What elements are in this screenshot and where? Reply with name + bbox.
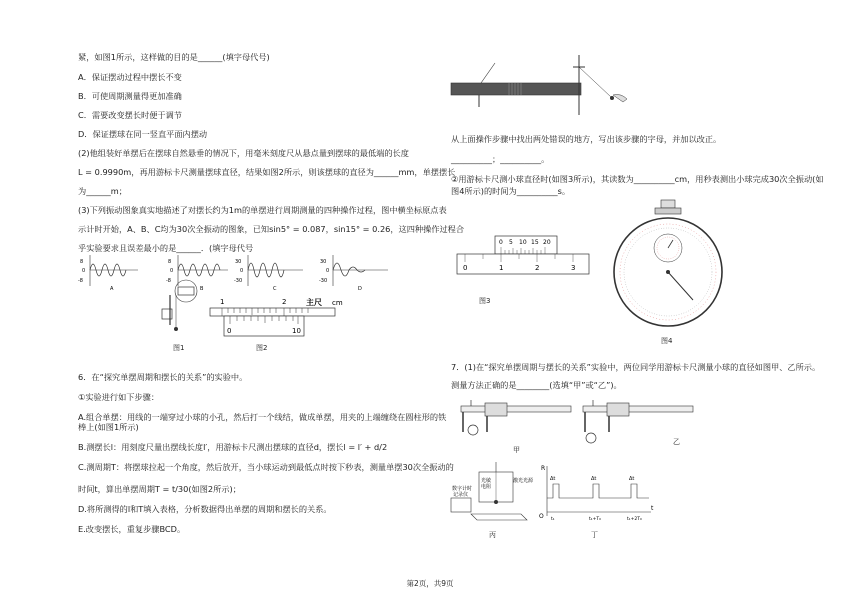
q5-option-d: D．保证摆球在同一竖直平面内摆动 bbox=[78, 129, 208, 139]
svg-text:t₁+T₀: t₁+T₀ bbox=[589, 517, 601, 522]
svg-text:1: 1 bbox=[220, 298, 225, 306]
figure-1-pendulum bbox=[156, 283, 206, 338]
svg-text:20: 20 bbox=[543, 239, 551, 246]
apparatus-bing bbox=[451, 460, 534, 528]
q5-line1: 紧，如图1所示，这样做的目的是______(填字母代号) bbox=[78, 52, 270, 62]
svg-text:t₁+2T₀: t₁+2T₀ bbox=[627, 517, 642, 522]
figure-2-caption: 图2 bbox=[256, 344, 268, 352]
svg-text:记录仪: 记录仪 bbox=[453, 492, 469, 498]
q6-step-a-line2: 棒上(如图1所示) bbox=[78, 422, 139, 432]
q6-cont-line3: ②用游标卡尺测小球直径时(如图3所示)，其读数为__________cm，用秒表测出小球完成30次全振动(如 bbox=[451, 174, 824, 184]
q7-line1: 7．(1)在“探究单摆周期与摆长的关系”实验中，两位同学用游标卡尺测量小球的直径如图甲、乙所示。 bbox=[451, 362, 821, 372]
q5-option-c: C．需要改变摆长时便于调节 bbox=[78, 110, 182, 120]
q6-cont-line2: __________；__________。 bbox=[451, 154, 550, 164]
figure-3-caption: 图3 bbox=[479, 297, 491, 305]
svg-text:0: 0 bbox=[463, 264, 468, 272]
svg-text:激光光源: 激光光源 bbox=[513, 478, 534, 484]
svg-text:cm: cm bbox=[332, 299, 343, 307]
q5-part2-line2: L = 0.9990m，再用游标卡尺测量摆球直径，结果如图2所示，则该摆球的直径为______mm，单摆摆长 bbox=[78, 167, 456, 177]
q5-part3-line1: (3)下列振动图象真实地描述了对摆长约为1m的单摆进行周期测量的四种操作过程，图中横坐标原点表 bbox=[78, 205, 447, 215]
svg-text:t₁: t₁ bbox=[551, 517, 555, 522]
q6-cont-line4: 图4所示)的时间为__________s。 bbox=[451, 186, 571, 196]
svg-text:C: C bbox=[273, 286, 277, 292]
svg-text:D: D bbox=[358, 286, 362, 292]
caliper-jia bbox=[461, 400, 571, 435]
figure-4-stopwatch bbox=[611, 200, 723, 330]
svg-text:2: 2 bbox=[535, 264, 540, 272]
svg-text:8: 8 bbox=[80, 259, 84, 265]
svg-text:Δt: Δt bbox=[629, 476, 635, 482]
q5-part2-line3: 为______m； bbox=[78, 186, 127, 196]
svg-text:10: 10 bbox=[292, 327, 301, 335]
svg-text:0: 0 bbox=[82, 268, 86, 274]
q6-step-intro: ①实验进行如下步骤： bbox=[78, 392, 160, 402]
figure-3-vernier bbox=[457, 236, 597, 286]
caption-jia: 甲 bbox=[513, 446, 520, 454]
q6-step-c-line1: C.测周期T：将摆球拉起一个角度，然后放开，当小球运动到最低点时按下秒表，测量单摆30次全振动的 bbox=[78, 462, 454, 472]
svg-text:0: 0 bbox=[499, 239, 503, 246]
svg-text:-30: -30 bbox=[319, 278, 328, 284]
q6-step-a-line1: A.组合单摆：用线的一端穿过小球的小孔，然后打一个线结，做成单摆，用夹的上端缠绕在圆柱形的铁 bbox=[78, 412, 447, 422]
svg-text:-8: -8 bbox=[166, 278, 171, 284]
svg-text:主尺: 主尺 bbox=[306, 298, 322, 307]
svg-text:0: 0 bbox=[227, 327, 232, 335]
graph-ding bbox=[539, 462, 657, 524]
caption-yi: 乙 bbox=[673, 438, 680, 446]
svg-text:Δt: Δt bbox=[591, 476, 597, 482]
pendulum-clamp-figure bbox=[451, 55, 651, 115]
q6-step-b: B.测摆长l：用刻度尺量出摆线长度l′，用游标卡尺测出摆球的直径d，摆长l = l′ + d/2 bbox=[78, 442, 388, 452]
svg-text:-30: -30 bbox=[234, 278, 243, 284]
q5-part2-line1: (2)他组装好单摆后在摆球自然悬垂的情况下，用毫米刻度尺从悬点量到摆球的最低端的长度 bbox=[78, 148, 409, 158]
svg-text:15: 15 bbox=[531, 239, 539, 246]
q5-part3-line3: 乎实验要求且误差最小的是______．(填字母代号 bbox=[78, 243, 254, 253]
svg-text:O: O bbox=[539, 513, 544, 520]
q6-step-c-line2: 时间t，算出单摆周期T = t/30(如图2所示)； bbox=[78, 484, 241, 494]
svg-text:数字计时: 数字计时 bbox=[452, 486, 473, 492]
svg-text:30: 30 bbox=[320, 259, 327, 265]
page-footer: 第2页，共9页 bbox=[406, 579, 454, 588]
svg-text:0: 0 bbox=[326, 268, 330, 274]
figure-4-caption: 图4 bbox=[661, 337, 673, 345]
q7-line2: 测量方法正确的是________(选填“甲”或“乙”)。 bbox=[451, 380, 622, 390]
figure-2-vernier bbox=[210, 296, 370, 338]
svg-text:2: 2 bbox=[282, 298, 287, 306]
svg-text:8: 8 bbox=[168, 259, 172, 265]
svg-text:-8: -8 bbox=[78, 278, 83, 284]
svg-text:A: A bbox=[110, 286, 114, 292]
q6-step-d: D.将所测得的l和T填入表格，分析数据得出单摆的周期和摆长的关系。 bbox=[78, 504, 332, 514]
svg-text:3: 3 bbox=[571, 264, 576, 272]
caption-ding: 丁 bbox=[591, 531, 598, 539]
svg-text:B: B bbox=[200, 286, 204, 292]
graph-a bbox=[78, 255, 138, 292]
q5-option-a: A．保证摆动过程中摆长不变 bbox=[78, 72, 182, 82]
svg-text:1: 1 bbox=[499, 264, 504, 272]
svg-text:电阻: 电阻 bbox=[481, 484, 492, 490]
svg-text:R: R bbox=[541, 465, 546, 472]
q5-option-b: B．可使周期测量得更加准确 bbox=[78, 91, 182, 101]
q5-part3-line2: 示计时开始，A、B、C均为30次全振动的图象，已知sin5° = 0.087，sin15° = 0.26，这四种操作过程合 bbox=[78, 224, 465, 234]
svg-text:5: 5 bbox=[509, 239, 513, 246]
calipers-jia-yi bbox=[451, 398, 701, 448]
svg-text:10: 10 bbox=[519, 239, 527, 246]
q6-title: 6．在“探究单摆周期和摆长的关系”的实验中。 bbox=[78, 372, 248, 382]
svg-text:0: 0 bbox=[170, 268, 174, 274]
q6-cont-line1: 从上面操作步骤中找出两处错误的地方，写出该步骤的字母，并加以改正。 bbox=[451, 134, 722, 144]
graph-c bbox=[234, 255, 303, 292]
svg-text:0: 0 bbox=[240, 268, 244, 274]
svg-text:Δt: Δt bbox=[550, 476, 556, 482]
svg-text:30: 30 bbox=[235, 259, 242, 265]
graph-d bbox=[319, 255, 388, 292]
figure-1-caption: 图1 bbox=[173, 344, 185, 352]
caption-bing: 丙 bbox=[489, 531, 496, 539]
svg-text:t: t bbox=[651, 505, 654, 512]
oscillation-graphs bbox=[78, 252, 398, 292]
svg-text:光敏: 光敏 bbox=[481, 478, 492, 484]
q6-step-e: E.改变摆长，重复步骤BCD。 bbox=[78, 524, 186, 534]
